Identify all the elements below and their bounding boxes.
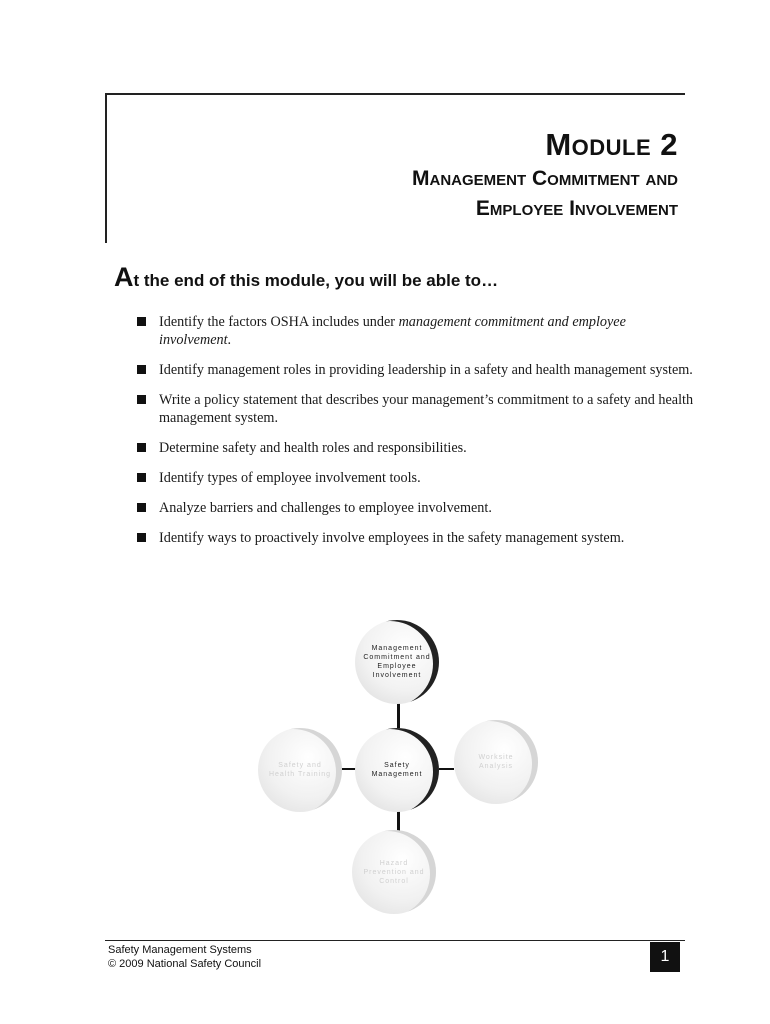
objective-emphasis: management commitment and employee involvement (159, 314, 626, 348)
page-number-badge: 1 (650, 942, 680, 972)
module-number: Module 2 (545, 127, 678, 162)
objective-item: Identify management roles in providing leadership in a safety and health management system. (137, 361, 697, 379)
footer-rule (105, 940, 685, 941)
footer-publication: Safety Management Systems (108, 944, 252, 956)
module-title-line-2: Employee Involvement (475, 197, 678, 220)
square-bullet-icon (137, 503, 146, 512)
objective-item: Identify ways to proactively involve employees in the safety management system. (137, 529, 697, 547)
header-frame-left-rule (105, 93, 107, 243)
module-title-line-1: Management Commitment and (412, 167, 678, 190)
square-bullet-icon (137, 365, 146, 374)
square-bullet-icon (137, 533, 146, 542)
node-worksite-analysis: Worksite Analysis (454, 720, 538, 804)
objective-item: Identify types of employee involvement tools. (137, 469, 697, 487)
node-safety-management: Safety Management (355, 728, 439, 812)
node-hazard-prevention: Hazard Prevention and Control (352, 830, 436, 914)
objective-item: Write a policy statement that describes your management’s commitment to a safety and health management system. (137, 391, 697, 427)
square-bullet-icon (137, 443, 146, 452)
objectives-heading-initial: A (114, 262, 134, 292)
node-safety-health-training: Safety and Health Training (258, 728, 342, 812)
objectives-heading-text: t the end of this module, you will be able to… (133, 271, 499, 290)
footer-text (108, 943, 261, 971)
objective-item: Determine safety and health roles and responsibilities. (137, 439, 697, 457)
square-bullet-icon (137, 473, 146, 482)
footer-copyright: © 2009 National Safety Council (108, 958, 262, 970)
objectives-list (137, 313, 697, 559)
objectives-heading (114, 262, 498, 293)
header-frame-top-rule (105, 93, 685, 95)
square-bullet-icon (137, 395, 146, 404)
objective-item: Analyze barriers and challenges to employee involvement. (137, 499, 697, 517)
node-management-commitment: Management Commitment and Employee Involvement (355, 620, 439, 704)
safety-management-diagram (240, 610, 560, 930)
square-bullet-icon (137, 317, 146, 326)
objective-item: Identify the factors OSHA includes under management commitment and employee involvement. (137, 313, 697, 349)
